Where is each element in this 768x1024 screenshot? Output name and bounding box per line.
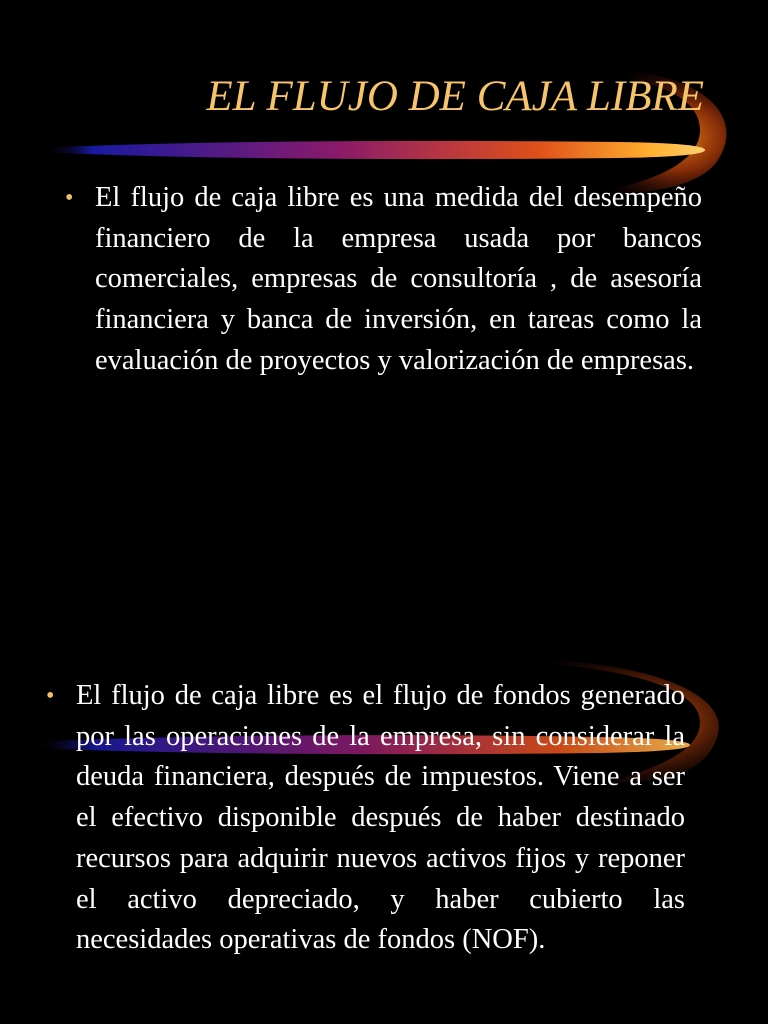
bullet-text: El flujo de caja libre es una medida del desempeño financiero de la empresa usada por bancos comerciales, empresas de consultoría , de asesoría financiera y banca de inversión, en tareas como la evaluación de proyectos y valorización de empresas.	[95, 182, 702, 376]
bullet-dot-icon: •	[46, 683, 55, 709]
bullet-item	[46, 676, 685, 961]
bullet-item	[65, 178, 702, 382]
bullet-text: El flujo de caja libre es el flujo de fondos generado por las operaciones de la empresa, sin considerar la deuda financiera, después de impuestos. Viene a ser el efectivo disponible después de haber destinado recursos para adquirir nuevos activos fijos y reponer el activo depreciado, y haber cubierto las necesidades operativas de fondos (NOF).	[76, 680, 685, 956]
slide-title: EL FLUJO DE CAJA LIBRE	[206, 73, 704, 120]
bullet-dot-icon: •	[65, 185, 74, 211]
slide-2	[0, 512, 768, 1024]
